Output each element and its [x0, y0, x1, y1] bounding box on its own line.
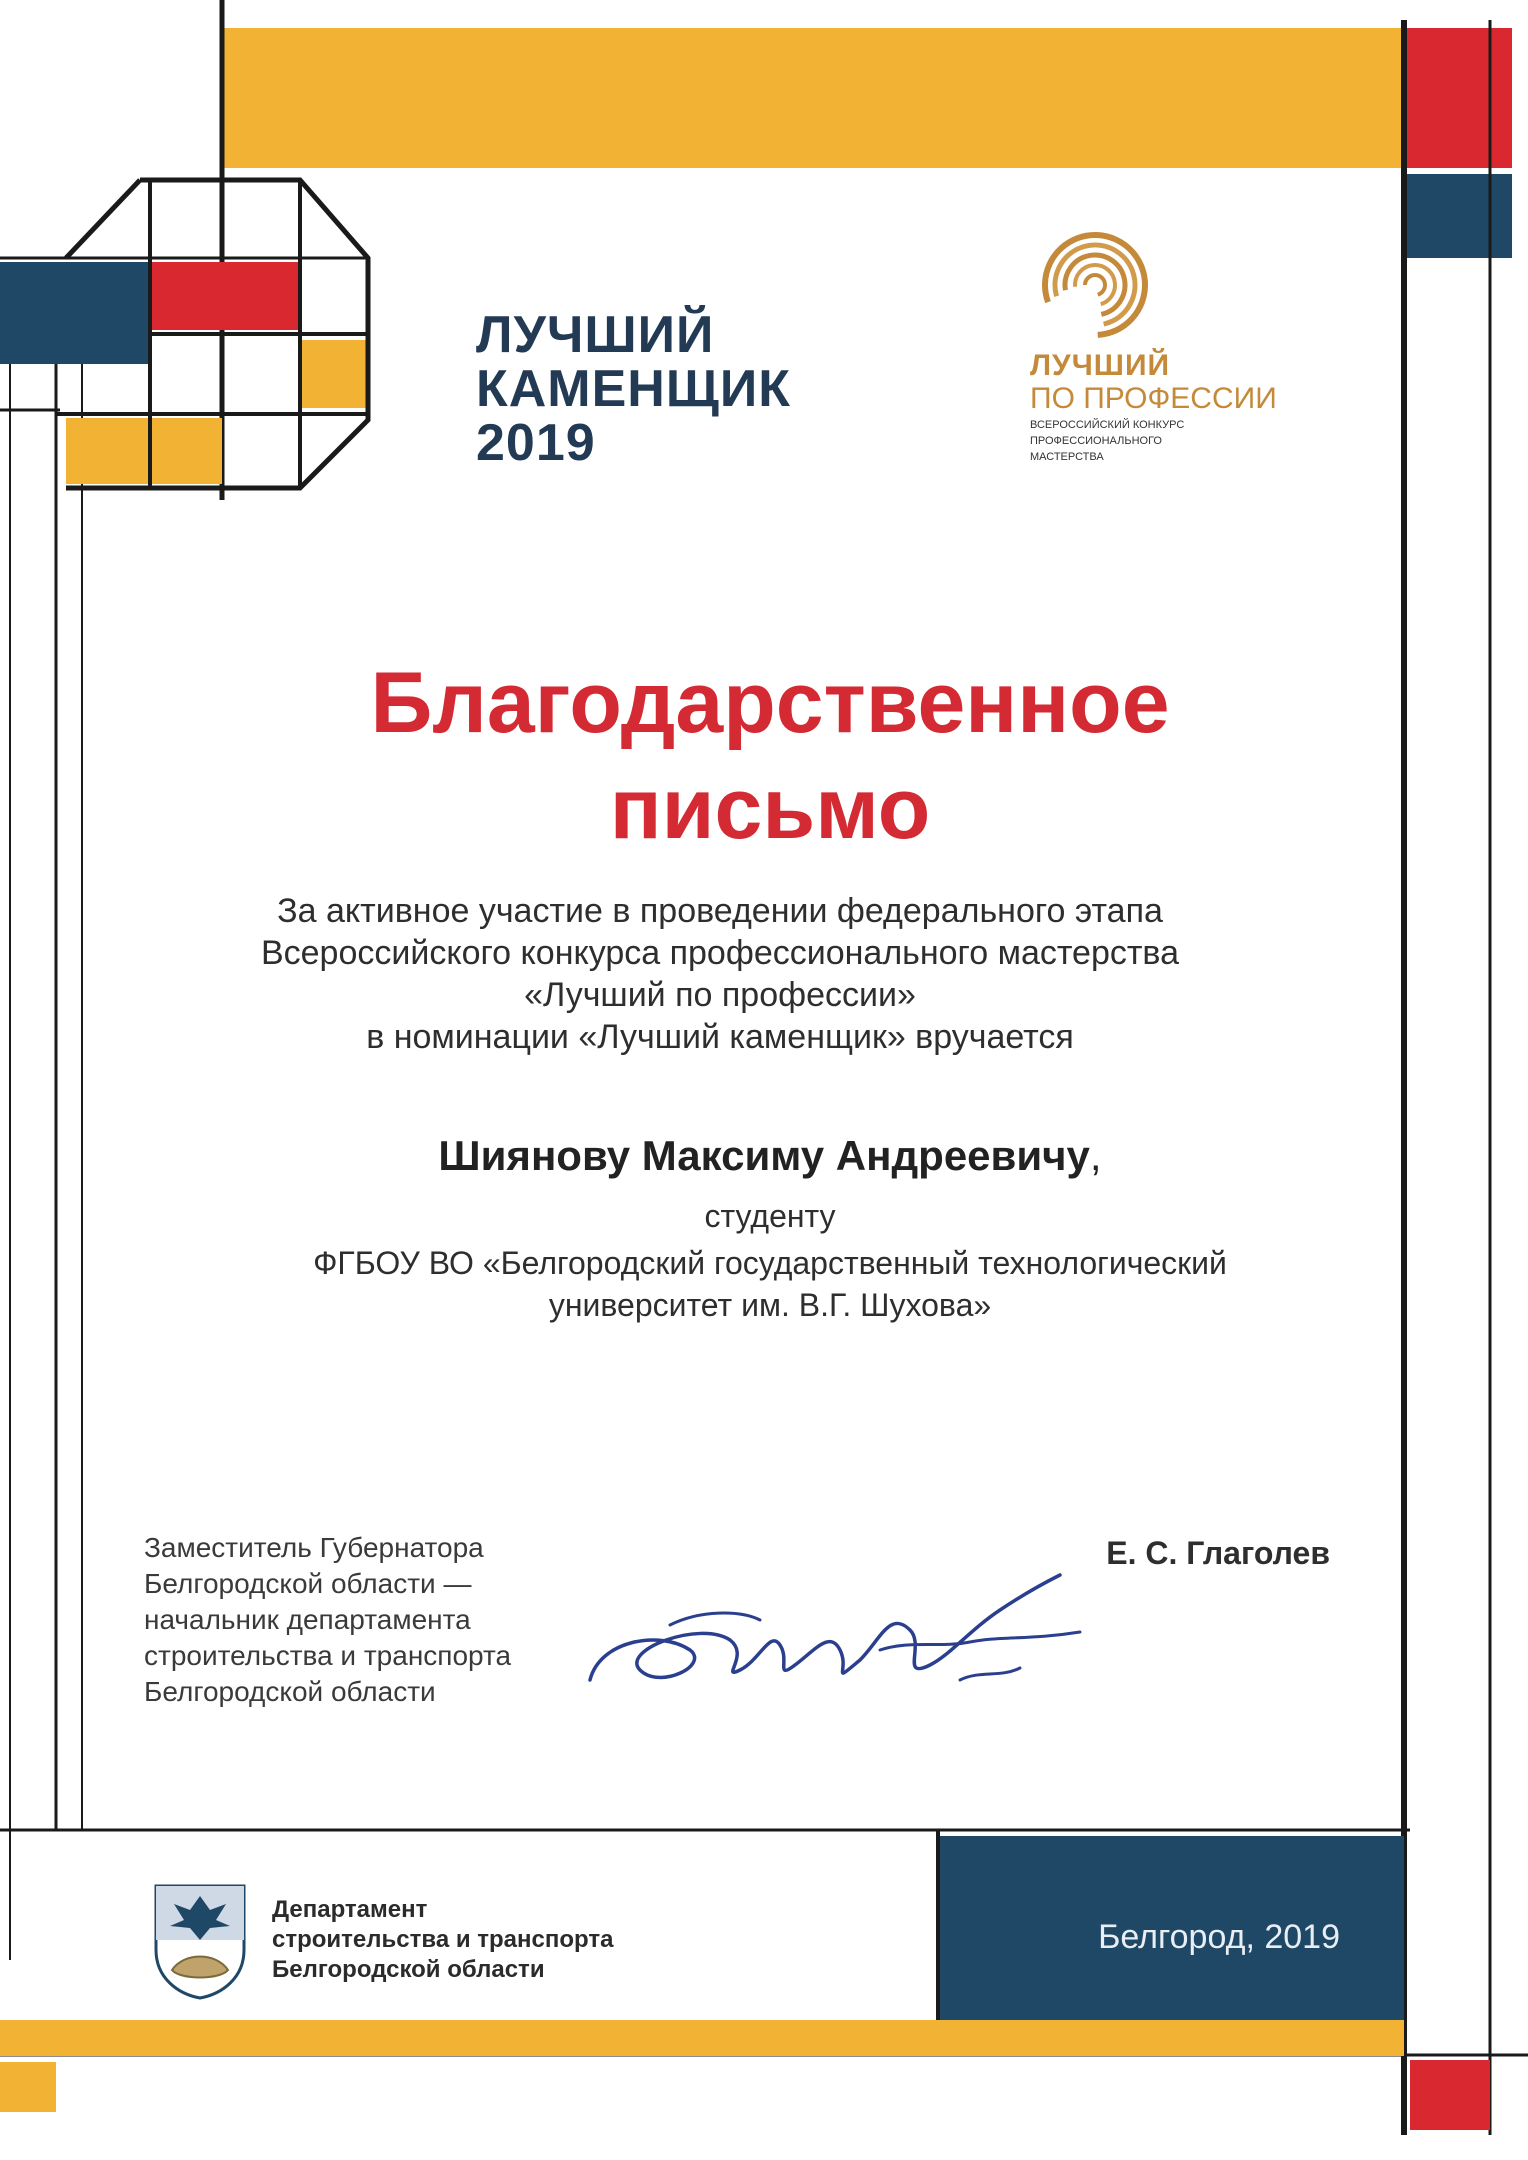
top-yellow-band: [222, 28, 1404, 168]
recipient-organization: ФГБОУ ВО «Белгородский государственный технологический университет им. В.Г. Шухова»: [313, 1245, 1227, 1323]
letter-body: За активное участие в проведении федерального этапа Всероссийского конкурса профессионального мастерства «Лучший по профессии» в номинации «Лучший каменщик» вручается: [260, 892, 1180, 1056]
signer-name: Е. С. Глаголев: [1106, 1535, 1330, 1571]
left-yellow-block-small: [302, 340, 368, 408]
logo-subtitle: ВСЕРОССИЙСКИЙ КОНКУРС ПРОФЕССИОНАЛЬНОГО МАСТЕРСТВА: [1030, 419, 1185, 463]
bottom-right-red-block: [1410, 2060, 1490, 2130]
left-yellow-block-wide: [66, 418, 222, 484]
belgorod-coat-of-arms-icon: [150, 1880, 250, 2000]
bottom-left-orange-strip: [0, 2062, 56, 2112]
city-and-year: Белгород, 2019: [1098, 1918, 1340, 1956]
signer-position: Заместитель Губернатора Белгородской области — начальник департамента строительства и транспорта Белгородской области: [144, 1532, 512, 1707]
competition-logo: [1030, 230, 1320, 465]
bottom-yellow-band: [0, 2020, 1404, 2056]
contest-title-line1: ЛУЧШИЙ: [476, 306, 715, 364]
logo-word-best: ЛУЧШИЙ: [1030, 349, 1171, 382]
top-right-navy-block: [1404, 174, 1512, 258]
logo-word-by-profession: ПО ПРОФЕССИИ: [1030, 382, 1277, 415]
top-right-red-block: [1404, 28, 1512, 168]
handwritten-signature: [580, 1570, 1140, 1720]
contest-title-line2: КАМЕНЩИК: [476, 360, 791, 418]
ring-logo-icon: [1040, 230, 1150, 340]
contest-title: [476, 308, 876, 470]
department-name: Департамент строительства и транспорта Белгородской области: [272, 1896, 614, 1983]
headline-line1: Благодарственное: [370, 655, 1170, 751]
headline-line2: письмо: [609, 761, 931, 857]
recipient-role: студенту: [704, 1198, 836, 1234]
letter-headline: [220, 650, 1320, 862]
recipient-name: Шиянову Максиму Андреевичу,: [438, 1132, 1102, 1179]
contest-title-year: 2019: [476, 414, 596, 472]
left-red-block: [150, 262, 298, 330]
left-navy-block: [0, 262, 150, 364]
